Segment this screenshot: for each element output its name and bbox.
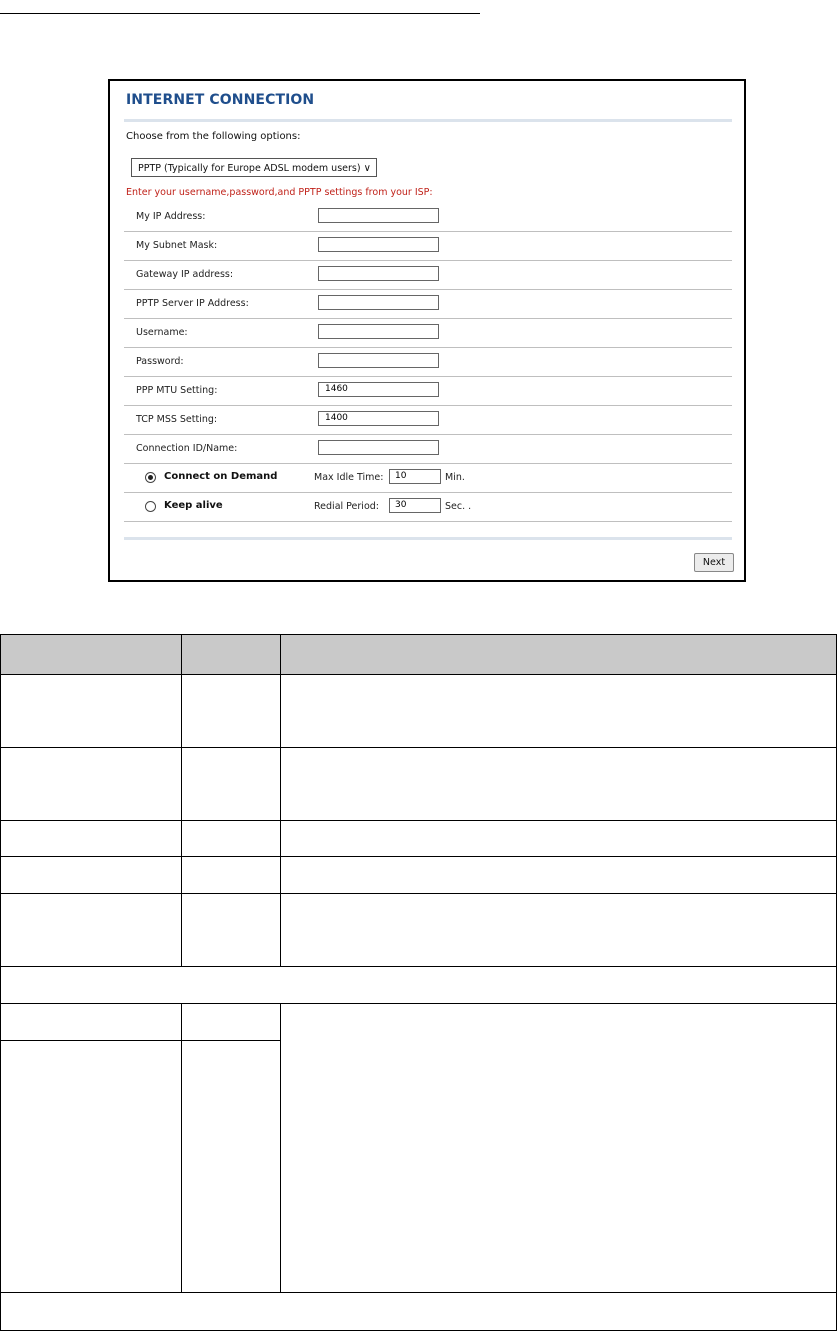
page-title: INTERNET CONNECTION (126, 92, 315, 108)
keep-alive-label: Keep alive (164, 500, 223, 511)
field-label: Password: (136, 356, 184, 367)
screenshot-frame (108, 79, 746, 582)
username-input[interactable] (318, 324, 439, 339)
mtu-input[interactable]: 1460 (318, 382, 439, 397)
field-row-username (124, 319, 732, 348)
connect-on-demand-row (124, 464, 732, 493)
field-label: TCP MSS Setting: (136, 414, 218, 425)
field-label: PPTP Server IP Address: (136, 298, 249, 309)
gateway-input[interactable] (318, 266, 439, 281)
table-rule (0, 1003, 837, 1004)
table-rule (0, 820, 837, 821)
max-idle-unit: Min. (445, 472, 465, 483)
field-row-ip (124, 203, 732, 232)
table-rule (0, 1040, 280, 1041)
field-label: Username: (136, 327, 188, 338)
table-rule (181, 634, 182, 966)
table-rule (280, 634, 281, 966)
connection-type-select[interactable] (131, 158, 377, 177)
next-button[interactable]: Next (694, 553, 734, 572)
field-row-mtu (124, 377, 732, 406)
parameter-table (0, 634, 837, 1331)
keep-alive-radio[interactable] (145, 501, 156, 512)
choose-label: Choose from the following options: (126, 131, 301, 142)
field-row-connection-id (124, 435, 732, 464)
redial-period-label: Redial Period: (314, 501, 379, 512)
bottom-divider (124, 537, 732, 540)
table-rule (0, 674, 837, 675)
field-label: Gateway IP address: (136, 269, 234, 280)
table-rule (0, 634, 837, 635)
field-label: Connection ID/Name: (136, 443, 238, 454)
password-input[interactable] (318, 353, 439, 368)
field-label: My Subnet Mask: (136, 240, 218, 251)
field-row-password (124, 348, 732, 377)
connect-on-demand-radio[interactable] (145, 472, 156, 483)
table-rule (0, 966, 837, 967)
redial-period-input[interactable]: 30 (389, 498, 441, 513)
top-rule (0, 13, 480, 14)
redial-period-unit: Sec. . (445, 501, 472, 512)
pptp-server-input[interactable] (318, 295, 439, 310)
field-label: My IP Address: (136, 211, 206, 222)
field-row-gateway (124, 261, 732, 290)
table-rule (0, 634, 1, 1331)
max-idle-input[interactable]: 10 (389, 469, 441, 484)
table-header-row (0, 634, 837, 674)
field-row-subnet (124, 232, 732, 261)
mss-input[interactable]: 1400 (318, 411, 439, 426)
field-row-pptp-server (124, 290, 732, 319)
table-rule (0, 856, 837, 857)
max-idle-label: Max Idle Time: (314, 472, 384, 483)
instruction-text: Enter your username,password,and PPTP settings from your ISP: (126, 187, 433, 198)
title-divider (124, 119, 732, 122)
keep-alive-row (124, 493, 732, 522)
connection-type-value: PPTP (Typically for Europe ADSL modem users) (138, 163, 361, 174)
field-label: PPP MTU Setting: (136, 385, 218, 396)
field-row-mss (124, 406, 732, 435)
table-rule (0, 1292, 837, 1293)
connection-id-input[interactable] (318, 440, 439, 455)
table-rule (280, 1003, 281, 1292)
table-rule (0, 747, 837, 748)
connect-on-demand-label: Connect on Demand (164, 471, 278, 482)
table-rule (181, 1003, 182, 1292)
subnet-mask-input[interactable] (318, 237, 439, 252)
table-rule (0, 893, 837, 894)
ip-address-input[interactable] (318, 208, 439, 223)
chevron-down-icon: ∨ (363, 163, 371, 174)
